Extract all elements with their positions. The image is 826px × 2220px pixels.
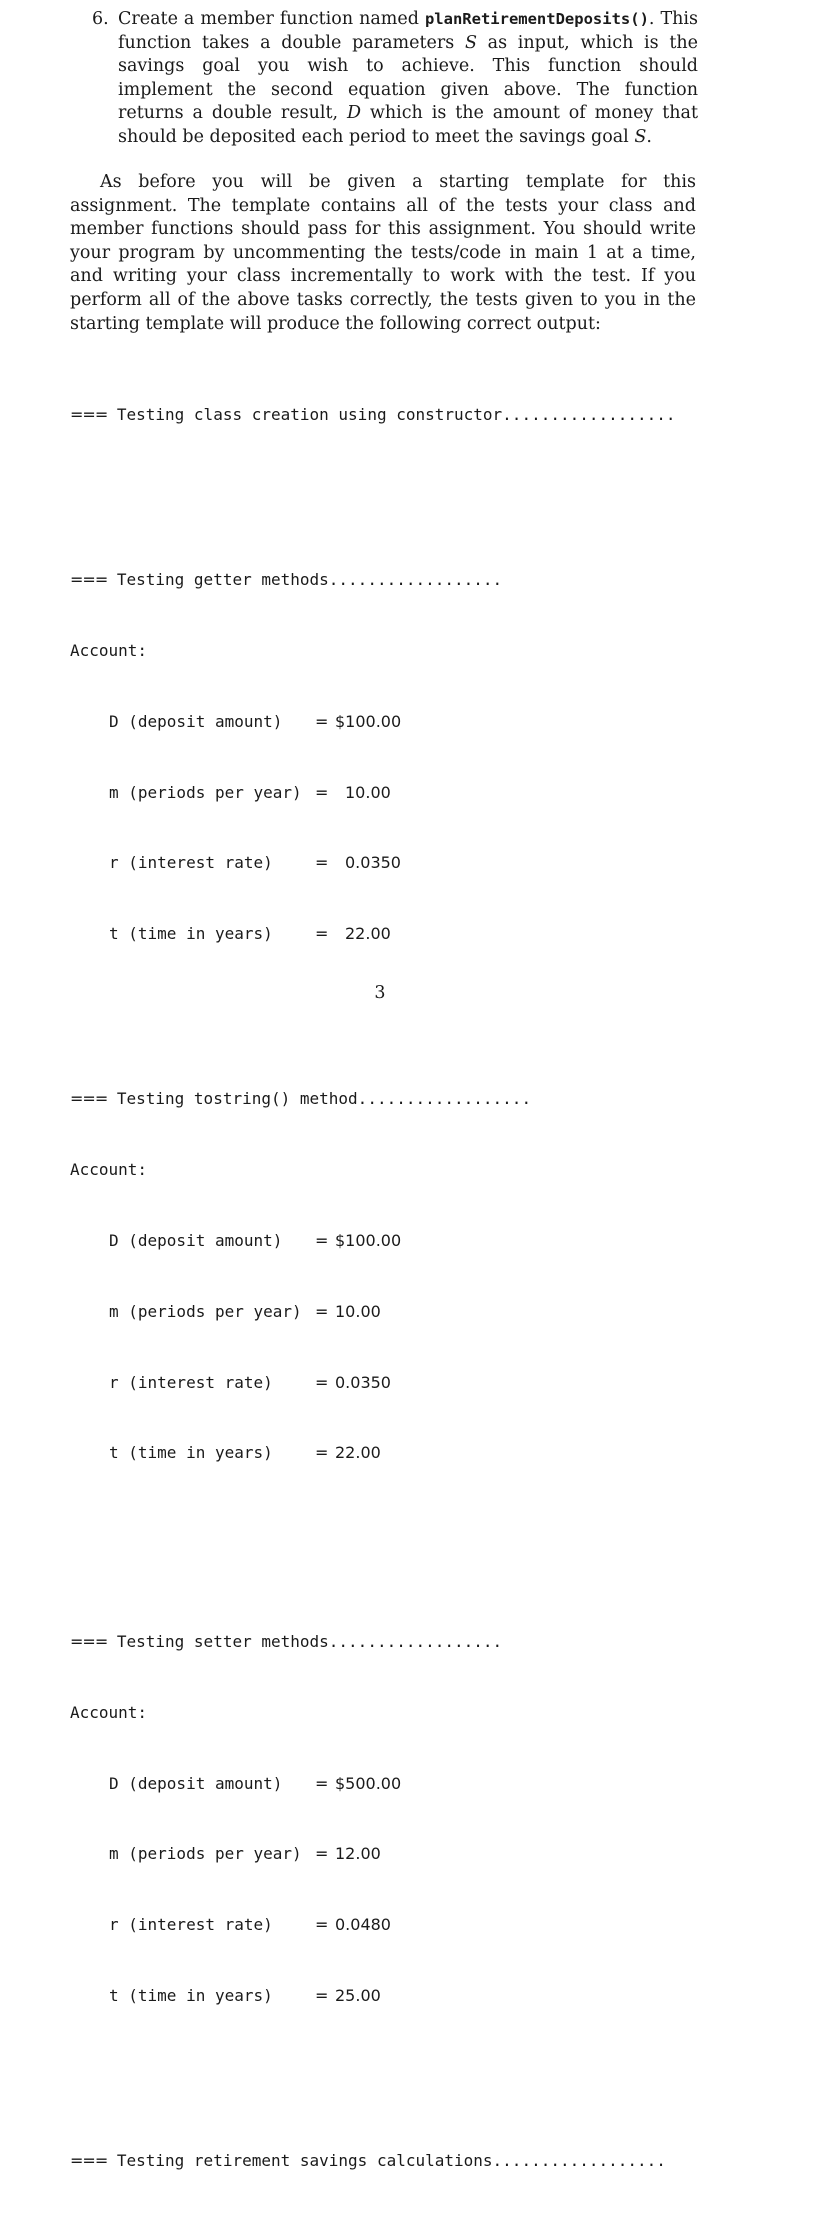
variable-s: S (464, 32, 477, 53)
variable-s-2: S (634, 126, 647, 147)
tostring-periods-row: m (periods per year) = 10.00 (109, 1301, 381, 1321)
getter-periods-row: m (periods per year) = 10.00 (109, 782, 391, 802)
test-header-getters: === Testing getter methods.................. (70, 570, 503, 590)
list-item-6 (92, 8, 698, 150)
expected-output-block (70, 356, 770, 2220)
test-header-setters: === Testing setter methods.................. (70, 1632, 503, 1652)
tostring-time-row: t (time in years) = 22.00 (109, 1443, 381, 1463)
test-header-constructor: === Testing class creation using constructor.................. (70, 405, 676, 425)
item-number: 6. (92, 9, 109, 29)
getter-rate-row: r (interest rate) = 0.0350 (109, 853, 401, 873)
variable-d: D (346, 103, 362, 124)
instructions-paragraph: As before you will be given a starting template for this assignment. The template contains all of the tests your class and member functions should pass for this assignment. You should write your program by uncommenting the tests/code in main 1 at a time, and writing your class incrementally to work with the test. If you perform all of the above tasks correctly, the tests given to you in the starting template will produce the following correct output: (70, 172, 696, 334)
setter-deposit-row: D (deposit amount) = $500.00 (109, 1773, 402, 1793)
page-number: 3 (374, 983, 386, 1003)
test-header-tostring: === Testing tostring() method.................. (70, 1089, 532, 1109)
account-label-3: Account: (70, 1702, 148, 1722)
account-label: Account: (70, 641, 148, 661)
item-text: Create a member function named planRetirementDeposits(). This function takes a double parameters S as input, which is the savings goal you wish to achieve. This function should implement the second equation given above. The function returns a double result, D which is the amount of money that should be deposited each period to meet the savings goal S. (118, 9, 699, 147)
function-name: planRetirementDeposits() (424, 10, 649, 28)
test-header-retirement: === Testing retirement savings calculations.................. (70, 2151, 666, 2171)
setter-periods-row: m (periods per year) = 12.00 (109, 1844, 381, 1864)
setter-time-row: t (time in years) = 25.00 (109, 1985, 381, 2005)
account-label-2: Account: (70, 1160, 148, 1180)
getter-deposit-row: D (deposit amount) = $100.00 (109, 711, 402, 731)
tostring-deposit-row: D (deposit amount) = $100.00 (109, 1230, 402, 1250)
getter-time-row: t (time in years) = 22.00 (109, 924, 391, 944)
tostring-rate-row: r (interest rate) = 0.0350 (109, 1372, 391, 1392)
setter-rate-row: r (interest rate) = 0.0480 (109, 1915, 391, 1935)
